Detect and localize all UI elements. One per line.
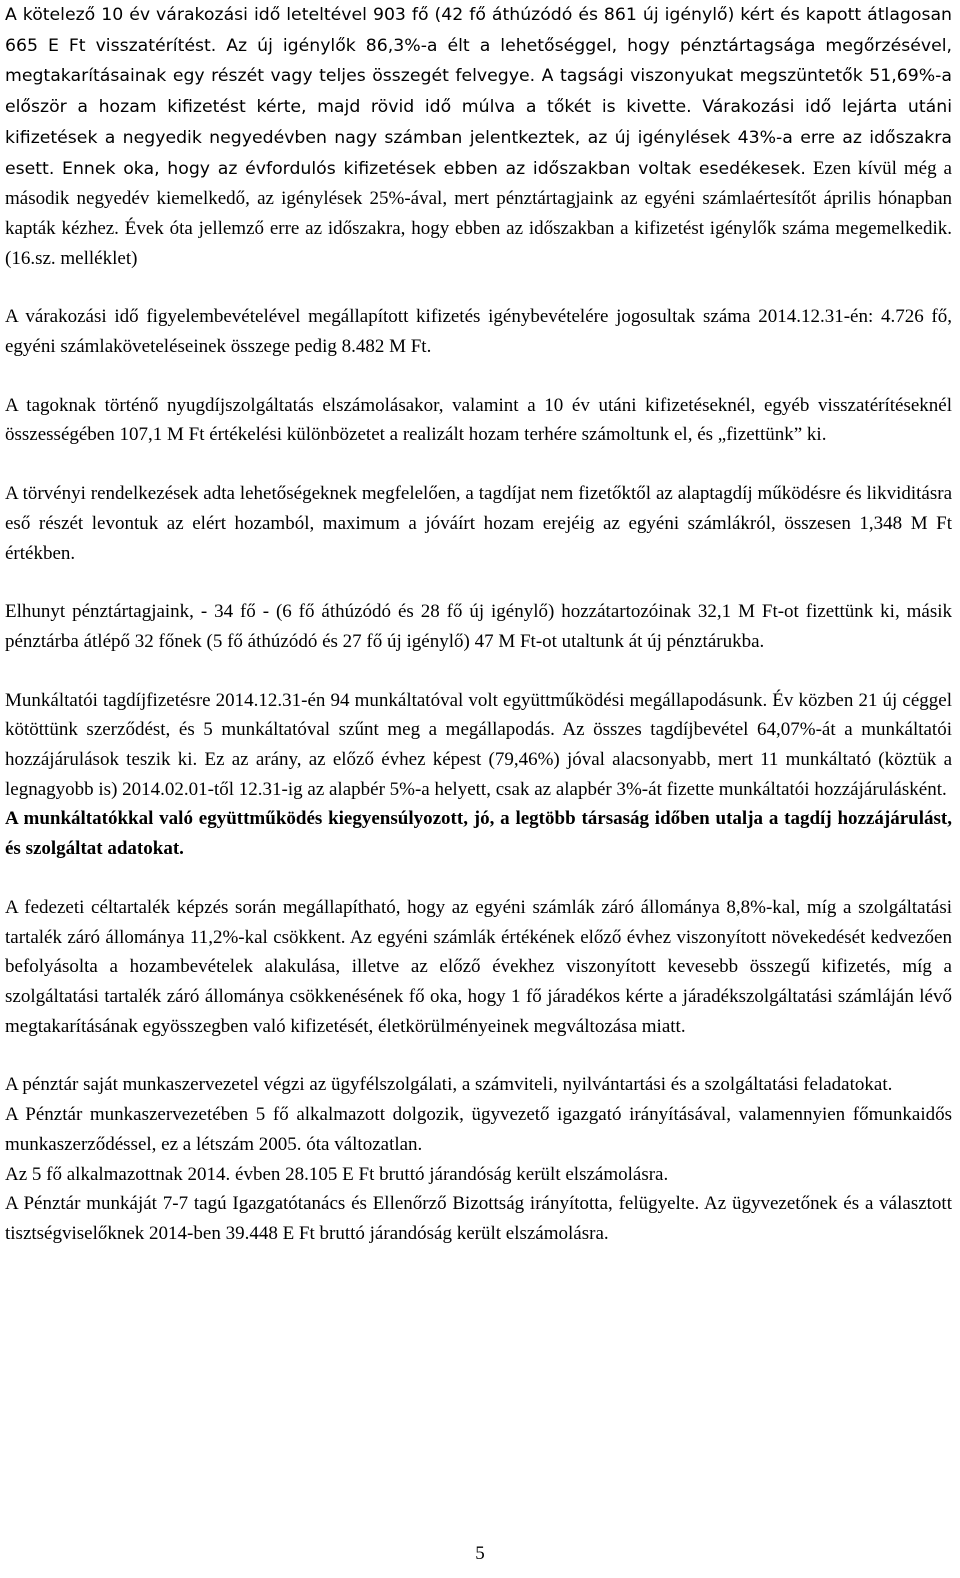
paragraph-eligible: A várakozási idő figyelembevételével megállapított kifizetés igénybevételére jogosultak száma 2014.12.31-én: 4.726 fő, egyéni számlaköveteléseinek összege pedig 8.482 M Ft. bbox=[5, 306, 952, 358]
paragraph-withdrawals-serif: Ezen kívül még a második negyedév kiemelkedő, az igénylések 25%-ával, mert pénztártagjaink az egyéni számlaértesítőt április hónapban kapták kézhez. Évek óta jellemző erre az időszakra, hogy ebben az időszakban a kifizetést igénylők száma megemelkedik. (16.sz. melléklet) bbox=[5, 157, 952, 269]
paragraph-organization: A pénztár saját munkaszervezetel végzi az ügyfélszolgálati, a számviteli, nyilvántartási és a szolgáltatási feladatokat. bbox=[5, 1074, 893, 1096]
paragraph-staff-pay: Az 5 fő alkalmazottnak 2014. évben 28.105 E Ft bruttó járandóság került elszámolásra. bbox=[5, 1163, 669, 1185]
paragraph-deceased-members: Elhunyt pénztártagjaink, - 34 fő - (6 fő áthúzódó és 28 fő új igénylő) hozzátartozóinak 32,1 M Ft-ot fizettünk ki, másik pénztárba átlépő 32 főnek (5 fő áthúzódó és 27 fő új igénylő) 47 M Ft-ot utaltunk át új pénztárukba. bbox=[5, 601, 952, 652]
paragraph-board: A Pénztár munkáját 7-7 tagú Igazgatótanács és Ellenőrző Bizottság irányította, felügyelte. Az ügyvezetőnek és a választott tisztségviselőknek 2014-ben 39.448 E Ft bruttó járandóság került elszámolásra. bbox=[5, 1193, 952, 1244]
paragraph-employers: Munkáltatói tagdíjfizetésre 2014.12.31-én 94 munkáltatóval volt együttműködési megállapodásunk. Év közben 21 új céggel kötöttünk szerződést, és 5 munkáltatóval szűnt meg a megállapodás. Az összes tagdíjbevétel 64,07%-át a munkáltatói hozzájárulások teszik ki. Ez az arány, az előző évhez képest (79,46%) jóval alacsonyabb, mert 11 munkáltató (köztük a legnagyobb is) 2014.02.01-től 12.31-ig az alapbér 5%-a helyett, csak az alapbér 3%-át fizette munkáltatói hozzájárulásként. bbox=[5, 689, 952, 800]
paragraph-withdrawals bbox=[5, 0, 952, 273]
paragraph-staff: A Pénztár munkaszervezetében 5 fő alkalmazott dolgozik, ügyvezető igazgató irányításával, valamennyien főmunkaidős munkaszerződéssel, ez a létszám 2005. óta változatlan. bbox=[5, 1104, 952, 1155]
paragraph-withdrawals-sans: A kötelező 10 év várakozási idő leteltével 903 fő (42 fő áthúzódó és 861 új igénylő) kért és kapott átlagosan 665 E Ft visszatérítést. Az új igénylők 86,3%-a élt a lehetőséggel, hogy pénztártagsága megőrzésével, megtakarításainak egy részét vagy teljes összegét felvegye. A tagsági viszonyukat megszüntetők 51,69%-a először a hozam kifizetést kérte, majd rövid idő múlva a tőkét is kivette. Várakozási idő lejárta utáni kifizetések a negyedik negyedévben nagy számban jelentkeztek, az új igénylések 43%-a erre az időszakra esett. Ennek oka, hogy az évfordulós kifizetések ebben az időszakban voltak esedékesek. bbox=[5, 5, 952, 179]
paragraph-pension-service: A tagoknak történő nyugdíjszolgáltatás elszámolásakor, valamint a 10 év utáni kifizetéseknél, egyéb visszatérítéseknél összességében 107,1 M Ft értékelési különbözetet a realizált hozam terhére számoltunk el, és „fizettünk” ki. bbox=[5, 394, 952, 446]
paragraph-reserves: A fedezeti céltartalék képzés során megállapítható, hogy az egyéni számlák záró állománya 8,8%-kal, míg a szolgáltatási tartalék záró állománya 11,2%-kal csökkent. Az egyéni számlák értékének előző évhez viszonyított növekedését kedvezően befolyásolta a hozambevételek alakulása, illetve az előző évekhez viszonyított kevesebb összegű kifizetés, míg a szolgáltatási tartalék záró állománya csökkenésének fő oka, hogy 1 fő járadékos kérte a járadékszolgáltatási számláján lévő megtakarításának egyösszegben való kifizetését, életkörülményeinek megváltozása miatt. bbox=[5, 896, 952, 1037]
paragraph-employers-bold: A munkáltatókkal való együttműködés kiegyensúlyozott, jó, a legtöbb társaság időben utalja a tagdíj hozzájárulást, és szolgáltat adatokat. bbox=[5, 808, 952, 860]
document-body bbox=[5, 0, 952, 1249]
paragraph-legal-provisions: A törvényi rendelkezések adta lehetőségeknek megfelelően, a tagdíjat nem fizetőktől az alaptagdíj működésre és likviditásra eső részét levontuk az elért hozamból, maximum a jóváírt hozam erejéig az egyéni számlákról, összesen 1,348 M Ft értékben. bbox=[5, 483, 952, 564]
page-number: 5 bbox=[475, 1543, 485, 1564]
